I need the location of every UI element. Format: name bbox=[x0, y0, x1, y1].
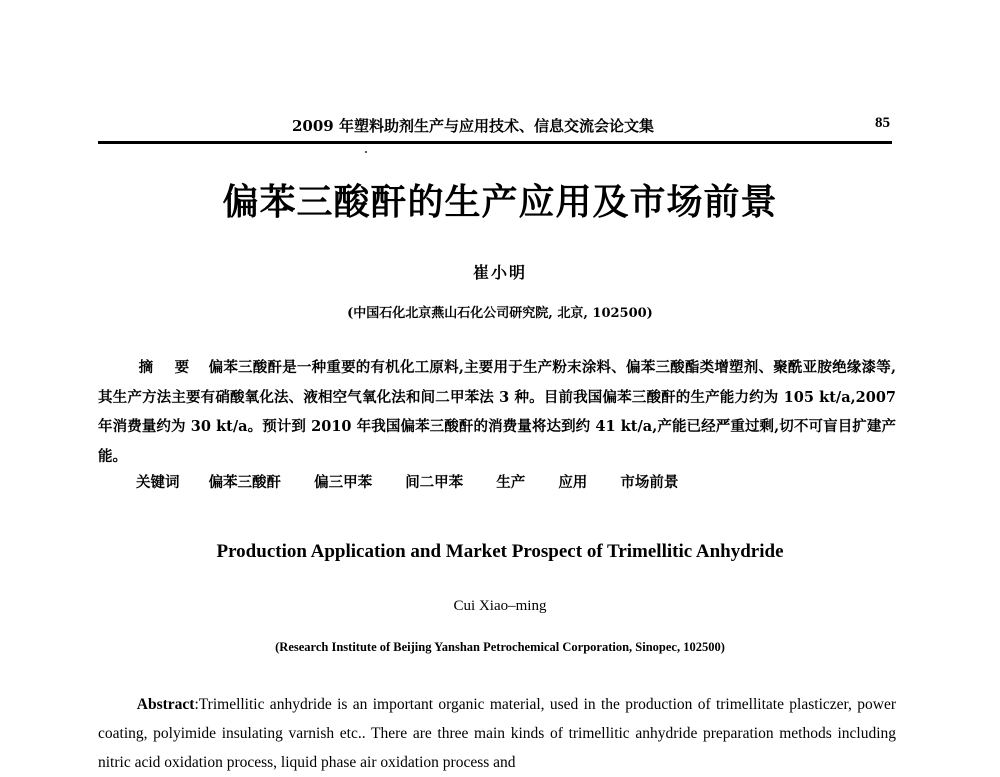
keyword: 间二甲苯 bbox=[405, 474, 464, 491]
keywords-line bbox=[136, 471, 694, 492]
header-rule bbox=[98, 141, 892, 144]
abstract-en-label: Abstract bbox=[136, 696, 195, 713]
keyword: 偏三甲苯 bbox=[314, 474, 373, 491]
keyword: 生产 bbox=[496, 474, 526, 491]
article-title-en: Production Application and Market Prospect of Trimellitic Anhydride bbox=[216, 541, 784, 562]
abstract-zh-label: 摘 要 bbox=[138, 359, 198, 376]
keyword: 市场前景 bbox=[620, 474, 679, 491]
affiliation-zh: (中国石化北京燕山石化公司研究院, 北京, 102500) bbox=[347, 306, 653, 321]
scan-speck bbox=[365, 151, 367, 153]
author-en: Cui Xiao–ming bbox=[453, 598, 547, 614]
abstract-zh bbox=[98, 353, 896, 471]
keyword: 偏苯三酸酐 bbox=[208, 474, 282, 491]
page-number: 85 bbox=[875, 115, 890, 131]
running-header: 2009 年塑料助剂生产与应用技术、信息交流会论文集 bbox=[292, 117, 654, 135]
keyword: 应用 bbox=[558, 474, 588, 491]
abstract-en-text: :Trimellitic anhydride is an important organic material, used in the production of trimellitate plasticzer, power coating, polyimide insulating varnish etc.. There are three main kinds of trimellitic anhydride preparation methods including nitric acid oxidation process, liquid phase air oxidation process and bbox=[98, 696, 896, 771]
affiliation-en: (Research Institute of Beijing Yanshan Petrochemical Corporation, Sinopec, 102500) bbox=[275, 640, 725, 654]
article-title-zh: 偏苯三酸酐的生产应用及市场前景 bbox=[222, 181, 778, 223]
keywords-label: 关键词 bbox=[136, 474, 180, 491]
abstract-zh-text: 偏苯三酸酐是一种重要的有机化工原料,主要用于生产粉末涂料、偏苯三酸酯类增塑剂、聚酰亚胺绝缘漆等,其生产方法主要有硝酸氧化法、液相空气氧化法和间二甲苯法 3 种。目前我国偏苯三酸酐的生产能力约为 105 kt/a,2007 年消费量约为 30 kt/a。预计到 2010 年我国偏苯三酸酐的消费量将达到约 41 kt/a,产能已经严重过剩,切不可盲目扩建产能。 bbox=[98, 359, 896, 465]
abstract-en bbox=[98, 690, 896, 777]
author-zh: 崔小明 bbox=[472, 263, 527, 282]
